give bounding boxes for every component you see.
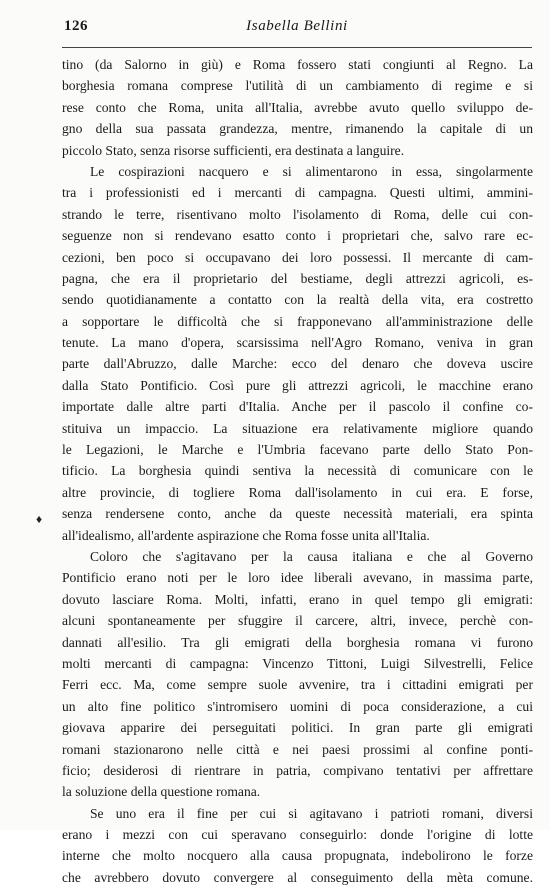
text-line: seguenze non si rendevano esatto conto i proprietari che, salvo rare ec- xyxy=(62,228,533,244)
header-rule xyxy=(62,47,532,48)
body-text xyxy=(62,54,533,888)
text-line: rese conto che Roma, unita all'Italia, avrebbe avuto quello sviluppo de- xyxy=(62,99,533,115)
text-line: alcuni spontaneamente per sfuggire il carcere, altri, invece, perchè con- xyxy=(62,613,533,629)
text-line: tino (da Salorno in giù) e Roma fossero stati congiunti al Regno. La xyxy=(62,57,533,72)
text-line: cezioni, ben poco si occupavano dei loro possessi. Il mercante di cam- xyxy=(62,249,533,265)
text-line: tenute. La mano d'opera, scarsissima nell'Agro Romano, veniva in gran xyxy=(62,335,533,351)
text-line: pagna, che era il proprietario del bestiame, degli attrezzi agricoli, es- xyxy=(62,270,533,286)
text-line: dovuto lasciare Roma. Molti, infatti, erano in quel tempo gli emigrati: xyxy=(62,591,533,607)
text-line: altre provincie, di togliere Roma dall'isolamento in cui era. E forse, xyxy=(62,484,533,500)
text-line: un alto fine politico s'intromisero uomini di poca considerazione, a cui xyxy=(62,698,533,714)
text-line: le Legazioni, le Marche e l'Umbria facevano parte dello Stato Pon- xyxy=(62,442,533,458)
text-line: ficio; desiderosi di rientrare in patria, compivano tentativi per affrettare xyxy=(62,762,533,778)
text-line: erano i mezzi con cui speravano conseguirlo: donde l'origine di lotte xyxy=(62,827,533,843)
text-line: giovava apparire dei perseguitati politici. In gran parte gli emigrati xyxy=(62,720,533,736)
text-line: strando le terre, risentivano molto l'isolamento di Roma, delle cui con- xyxy=(62,206,533,222)
text-line: Pontificio erano noti per le loro idee liberali avevano, in massima parte, xyxy=(62,570,533,586)
text-line: senza rendersene conto, anche da queste necessità materiali, era spinta xyxy=(62,506,533,522)
text-line: dalla Stato Pontificio. Così pure gli attrezzi agricoli, le macchine erano xyxy=(62,377,533,393)
text-line: parte dall'Abruzzo, dalle Marche: ecco del denaro che doveva uscire xyxy=(62,356,533,372)
paragraph-start-line: Coloro che s'agitavano per la causa italiana e che al Governo xyxy=(90,548,533,564)
text-line: la soluzione della questione romana. xyxy=(62,784,261,800)
text-line: molti mercanti di campagna: Vincenzo Tittoni, Luigi Silvestrelli, Felice xyxy=(62,655,533,671)
text-line: importate dalle altre parti d'Italia. Anche per il pascolo il confine co- xyxy=(62,399,533,415)
paragraph-start-line: Le cospirazioni nacquero e si alimentarono in essa, singolarmente xyxy=(90,163,533,179)
text-line: tificio. La borghesia quindi sentiva la necessità di comunicare con le xyxy=(62,463,533,479)
text-line: sendo quotidianamente a contatto con la realtà della vita, era costretto xyxy=(62,292,533,308)
page-number: 126 xyxy=(64,18,88,34)
text-line: Ferri ecc. Ma, come sempre suole avvenire, tra i cittadini emigrati per xyxy=(62,677,533,693)
margin-mark: ♦ xyxy=(36,512,43,526)
text-line: gno della sua passata grandezza, mentre, rimanendo la capitale di un xyxy=(62,121,533,137)
paragraph-start-line: Se uno era il fine per cui si agitavano i patrioti romani, diversi xyxy=(90,805,533,821)
running-title: Isabella Bellini xyxy=(246,18,348,34)
text-line: a sopportare le difficoltà che si frapponevano all'amministrazione delle xyxy=(62,313,533,329)
text-line: dannati all'esilio. Tra gli emigrati della borghesia romana vi furono xyxy=(62,634,533,650)
text-line: romani stazionarono nelle città e nei paesi prossimi al confine ponti- xyxy=(62,741,533,757)
text-line: tra i professionisti ed i mercanti di campagna. Questi ultimi, ammini- xyxy=(62,185,533,201)
text-line: borghesia romana comprese l'utilità di un cambiamento di regime e si xyxy=(62,78,533,94)
text-line: stituiva un impaccio. La situazione era relativamente migliore quando xyxy=(62,420,533,436)
text-line: piccolo Stato, senza risorse sufficienti, era destinata a languire. xyxy=(62,142,405,158)
text-line: all'idealismo, all'ardente aspirazione che Roma fosse unita all'Italia. xyxy=(62,527,430,543)
text-line: che avrebbero dovuto convergere al conseguimento della mèta comune. xyxy=(62,869,533,885)
text-line: interne che molto nocquero alla causa propugnata, indebolirono le forze xyxy=(62,848,533,864)
page-header xyxy=(64,18,530,42)
